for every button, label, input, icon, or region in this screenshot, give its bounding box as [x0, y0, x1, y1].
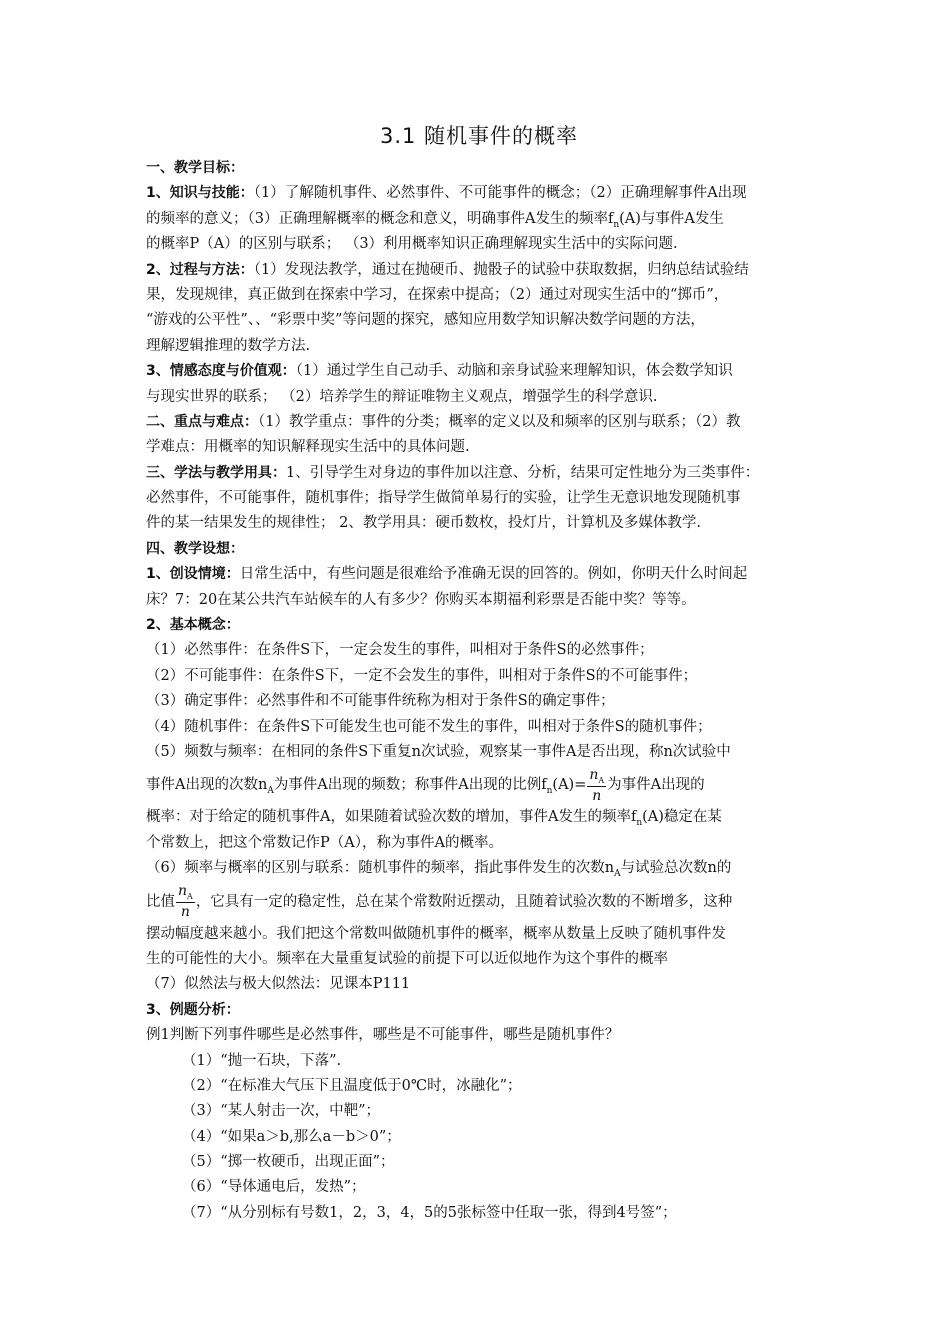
text: 与试验总次数n的	[620, 860, 732, 877]
section-heading-methods: 三、学法与教学用具：	[146, 464, 286, 481]
section-heading-keypoints: 二、重点与难点：	[146, 413, 258, 430]
example-item: （3）“某人射击一次，中靶”；	[182, 1103, 381, 1120]
list-item	[146, 638, 812, 663]
text: （5）频数与频率：在相同的条件S下重复n次试验，观察某一事件A是否出现，称n次试验中	[146, 743, 731, 760]
text: 生的可能性的大小。频率在大量重复试验的前提下可以近似地作为这个事件的概率	[146, 950, 668, 967]
numerator-n: n	[589, 766, 599, 783]
text: （1）通过学生自己动手、动脑和亲身试验来理解知识，体会数学知识	[295, 363, 733, 380]
text: 的概率P（A）的区别与联系； （3）利用概率知识正确理解现实生活中的实际问题.	[146, 236, 678, 253]
paragraph-line	[146, 283, 812, 308]
text: 与现实世界的联系； （2）培养学生的辩证唯物主义观点，增强学生的科学意识.	[146, 388, 658, 405]
text: （2）不可能事件：在条件S下，一定不会发生的事件，叫相对于条件S的不可能事件；	[146, 667, 698, 684]
paragraph-line	[146, 562, 812, 587]
document-body	[146, 120, 812, 1226]
numerator-n: n	[178, 883, 188, 900]
text: （1）必然事件：在条件S下，一定会发生的事件，叫相对于条件S的必然事件；	[146, 642, 654, 659]
example-item: （1）“抛一石块，下落”.	[182, 1052, 342, 1069]
subheading: 3、情感态度与价值观：	[146, 363, 296, 380]
paragraph-line	[146, 410, 812, 435]
text: 日常生活中，有些问题是很难给予准确无误的回答的。例如，你明天什么时间起	[239, 566, 748, 583]
example-item: （7）“从分别标有号数1，2，3，4，5的5张标签中任取一张，得到4号签”；	[182, 1204, 677, 1221]
paragraph-line	[146, 258, 812, 283]
paragraph-line	[146, 947, 812, 972]
heading-text: 2、基本概念：	[146, 617, 240, 634]
subscript: n	[613, 219, 620, 230]
text: 为事件A出现的	[607, 777, 705, 794]
text: 理解逻辑推理的数学方法.	[146, 337, 311, 354]
fraction-denominator: n	[180, 903, 190, 920]
text: 事件A出现的次数n	[146, 777, 268, 794]
text: （4）随机事件：在条件S下可能发生也可能不发生的事件，叫相对于条件S的随机事件；	[146, 718, 712, 735]
subheading: 1、知识与技能：	[146, 185, 254, 202]
list-item	[146, 664, 812, 689]
heading-text: 四、教学设想：	[146, 540, 244, 557]
subscript: n	[636, 818, 643, 829]
fraction-denominator: n	[592, 787, 602, 804]
numerator-subscript: A	[187, 891, 193, 901]
subscript: n	[546, 786, 553, 797]
numerator-subscript: A	[598, 775, 605, 785]
text: (A)=	[552, 777, 587, 794]
text: （1）发现法教学，通过在抛硬币、抛骰子的试验中获取数据，归纳总结试验结	[253, 261, 749, 278]
section-heading-objectives	[146, 156, 812, 181]
example-item: （5）“掷一枚硬币，出现正面”；	[182, 1154, 395, 1171]
text: 学难点：用概率的知识解释现实生活中的具体问题.	[146, 439, 470, 456]
text: 概率：对于给定的随机事件A，如果随着试验次数的增加，事件A发生的频率f	[146, 809, 637, 826]
fraction-nA-over-n	[587, 768, 606, 803]
paragraph-line	[146, 922, 812, 947]
paragraph-line	[146, 461, 812, 486]
example-intro	[146, 1023, 812, 1048]
paragraph-line	[146, 856, 812, 881]
text: 为事件A出现的频数；称事件A出现的比例f	[273, 777, 547, 794]
text: 床？7：20在某公共汽车站候车的人有多少？你购买本期福利彩票是否能中奖？等等。	[146, 591, 696, 608]
text: 摆动幅度越来越小。我们把这个常数叫做随机事件的概率，概率从数量上反映了随机事件发	[146, 925, 726, 942]
paragraph-line	[146, 385, 812, 410]
text: （3）确定事件：必然事件和不可能事件统称为相对于条件S的确定事件；	[146, 693, 615, 710]
list-item	[146, 740, 812, 765]
text: （1）了解随机事件、必然事件、不可能事件的概念；（2）正确理解事件A出现	[253, 185, 747, 202]
paragraph-line	[146, 435, 812, 460]
list-item	[146, 689, 812, 714]
paragraph-line-with-fraction	[146, 882, 812, 922]
text: 果，发现规律，真正做到在探索中学习，在探索中提高；（2）通过对现实生活中的“掷币”，	[146, 286, 729, 303]
text: （7）似然法与极大似然法：见课本P111	[146, 976, 411, 993]
paragraph-line	[146, 805, 812, 830]
heading-text: 一、教学目标：	[146, 160, 244, 176]
paragraph-line	[146, 511, 812, 536]
list-item	[146, 972, 812, 997]
paragraph-line	[146, 359, 812, 384]
text: 个常数上，把这个常数记作P（A），称为事件A的概率。	[146, 834, 503, 851]
paragraph-line	[146, 334, 812, 359]
example-item: （6）“导体通电后，发热”；	[182, 1179, 366, 1196]
fraction-nA-over-n	[176, 884, 195, 919]
subscript: A	[267, 786, 274, 797]
text: （1）教学重点：事件的分类；概率的定义以及和频率的区别与联系；（2）教	[258, 413, 741, 430]
paragraph-line	[146, 486, 812, 511]
text: 比值	[146, 893, 175, 910]
paragraph-line	[146, 207, 812, 232]
paragraph-line	[146, 181, 812, 206]
paragraph-line-with-fraction	[146, 765, 812, 805]
text: 必然事件，不可能事件，随机事件；指导学生做简单易行的实验，让学生无意识地发现随机事	[146, 490, 741, 507]
paragraph-line	[146, 232, 812, 257]
list-item	[146, 715, 812, 740]
subheading-examples	[146, 998, 812, 1023]
section-heading-design	[146, 537, 812, 562]
paragraph-line	[146, 831, 812, 856]
example-item: （2）“在标准大气压下且温度低于0℃时，冰融化”；	[182, 1077, 522, 1094]
subheading: 2、过程与方法：	[146, 261, 254, 278]
text: （6）频率与概率的区别与联系：随机事件的频率，指此事件发生的次数n	[146, 860, 615, 877]
text: (A)稳定在某	[642, 809, 722, 826]
page-title: 3.1 随机事件的概率	[379, 124, 579, 148]
text: 例1判断下列事件哪些是必然事件，哪些是不可能事件，哪些是随机事件？	[146, 1027, 620, 1044]
example-item: （4）“如果a＞b,那么a－b＞0”；	[182, 1128, 401, 1145]
text: ，它具有一定的稳定性，总在某个常数附近摆动，且随着试验次数的不断增多，这种	[195, 893, 733, 910]
subheading-basic-concepts	[146, 613, 812, 638]
subheading: 1、创设情境：	[146, 566, 240, 583]
paragraph-line	[146, 588, 812, 613]
subscript: A	[614, 869, 621, 880]
text: “游戏的公平性”、、“彩票中奖”等问题的探究，感知应用数学知识解决数学问题的方法，	[146, 312, 705, 329]
fraction-numerator	[176, 884, 195, 903]
text: (A)与事件A发生	[619, 210, 724, 227]
text: 件的某一结果发生的规律性； 2、教学用具：硬币数枚，投灯片，计算机及多媒体教学.	[146, 515, 701, 532]
fraction-numerator	[587, 768, 606, 787]
paragraph-line	[146, 308, 812, 333]
text: 1、引导学生对身边的事件加以注意、分析，结果可定性地分为三类事件：	[286, 464, 760, 481]
text: 的频率的意义；（3）正确理解概率的概念和意义，明确事件A发生的频率f	[146, 210, 614, 227]
heading-text: 3、例题分析：	[146, 1001, 240, 1018]
